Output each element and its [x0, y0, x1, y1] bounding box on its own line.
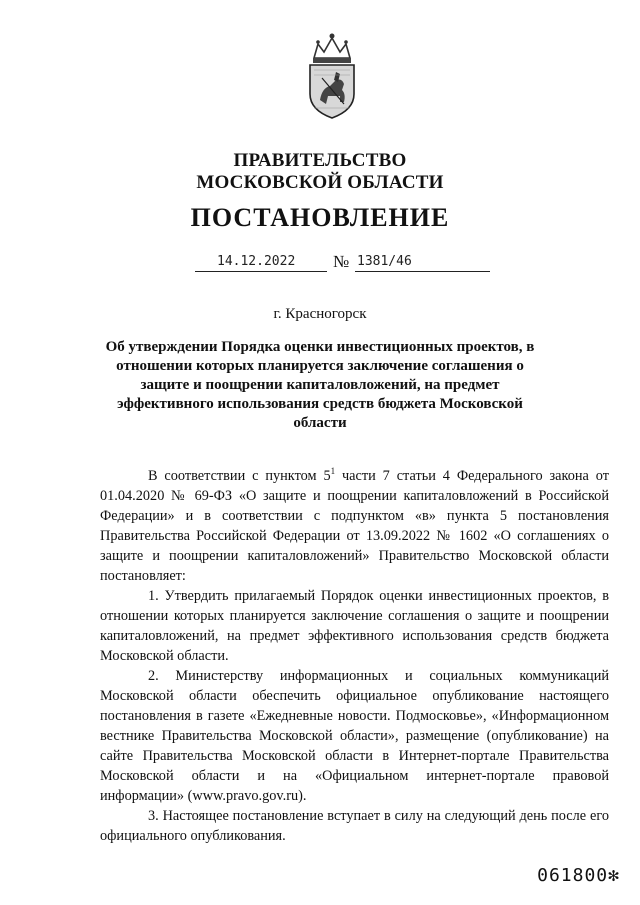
- number-field: [355, 252, 490, 272]
- org-name-line1: ПРАВИТЕЛЬСТВО: [233, 150, 407, 171]
- document-title: Об утверждении Порядка оценки инвестиционных проектов, в отношении которых планируется заключение соглашения о защите и поощрении капиталовложений, на предмет эффективного использования средств бюджета Московской области: [105, 339, 535, 431]
- org-name-line2: МОСКОВСКОЙ ОБЛАСТИ: [196, 172, 444, 193]
- number-sign: №: [333, 252, 350, 271]
- document-body: [100, 466, 609, 846]
- item-2: 2. Министерству информационных и социальных коммуникаций Московской области обеспечить официальное опубликование настоящего постановления в газете «Ежедневные новости. Подмосковье», «Информационном вестнике Правительства Московской области», размещение (опубликование) на сайте Правительства Московской области в Интернет-портале Правительства Московской области и на «Официальном интернет-портале правовой информации» (www.pravo.gov.ru).: [100, 668, 609, 804]
- intro-superscript: 1: [330, 466, 336, 477]
- registration-line: [0, 252, 640, 274]
- city: г. Красногорск: [273, 306, 367, 322]
- date-field: [195, 252, 327, 272]
- document-number: 1381/46: [357, 254, 412, 269]
- moscow-region-coat-of-arms-icon: [300, 28, 364, 120]
- item-1: 1. Утвердить прилагаемый Порядок оценки инвестиционных проектов, в отношении которых планируется заключение соглашения о защите и поощрении капиталовложений, на предмет эффективного использования средств бюджета Московской области.: [100, 588, 609, 664]
- intro-paragraph: [100, 466, 609, 586]
- intro-text-part1: В соответствии с пунктом 5: [148, 468, 331, 484]
- item-3: 3. Настоящее постановление вступает в силу на следующий день после его официального опубликования.: [100, 808, 609, 844]
- document-date: 14.12.2022: [217, 254, 296, 269]
- asterisk-icon: ✻: [608, 865, 620, 886]
- document-type: ПОСТАНОВЛЕНИЕ: [190, 203, 450, 232]
- serial-stamp: [537, 865, 620, 886]
- intro-text-part2: части 7 статьи 4 Федерального закона от 01.04.2020 № 69-ФЗ «О защите и поощрении капиталовложений в Российской Федерации» и в соответствии с подпунктом «в» пункта 5 постановления Правительства Российской Федерации от 13.09.2022 № 1602 «О соглашениях о защите и поощрении капиталовложений» Правительство Московской области постановляет:: [100, 468, 609, 584]
- serial-number: 061800: [537, 865, 609, 886]
